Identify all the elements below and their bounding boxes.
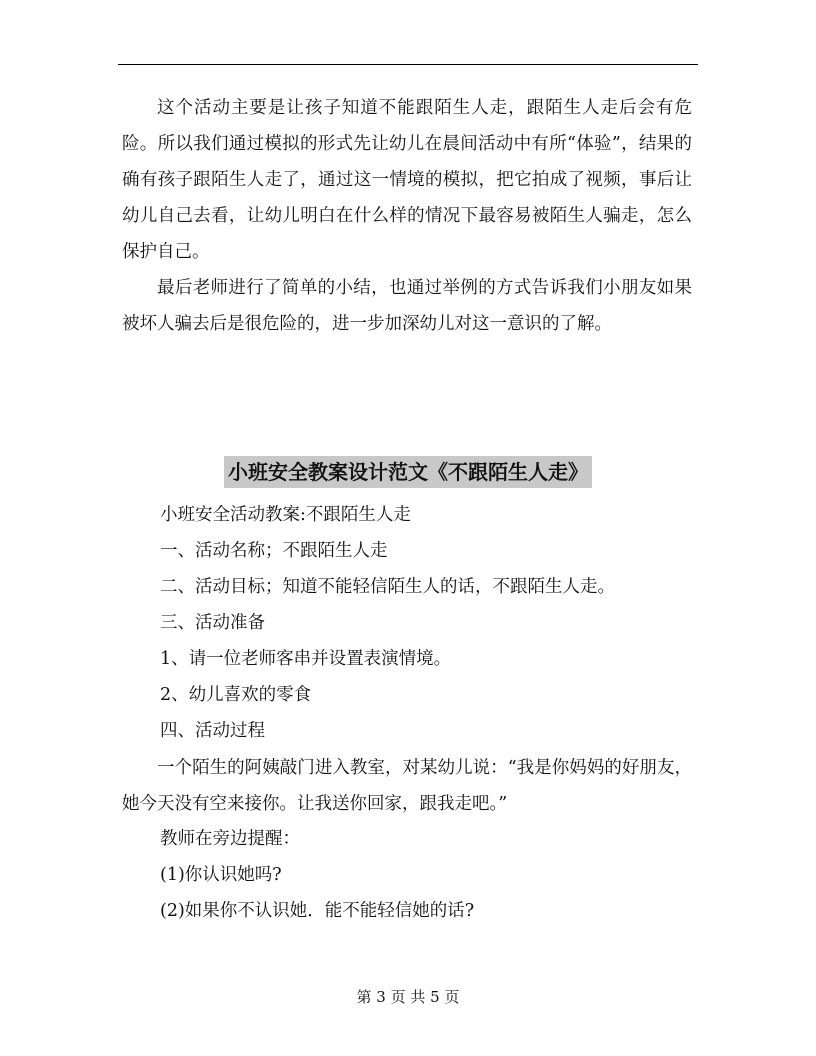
activity-goal-item: 二、活动目标；知道不能轻信陌生人的话，不跟陌生人走。 (160, 577, 615, 597)
activity-name-item: 一、活动名称；不跟陌生人走 (160, 541, 388, 561)
question-2: (2)如果你不认识她．能不能轻信她的话? (160, 901, 475, 921)
section-heading-wrapper (0, 456, 816, 488)
intro-paragraph-2: 最后老师进行了简单的小结，也通过举例的方式告诉我们小朋友如果被坏人骗去后是很危险的，进一步加深幼儿对这一意识的了解。 (122, 278, 692, 334)
intro-paragraph-1: 这个活动主要是让孩子知道不能跟陌生人走，跟陌生人走后会有危险。所以我们通过模拟的形式先让幼儿在晨间活动中有所“体验”，结果的确有孩子跟陌生人走了，通过这一情境的模拟，把它拍成了视频，事后让幼儿自己去看，让幼儿明白在什么样的情况下最容易被陌生人骗走，怎么保护自己。 (122, 98, 692, 262)
prep-step-2: 2、幼儿喜欢的零食 (160, 685, 312, 705)
header-rule (118, 64, 698, 65)
lesson-subtitle: 小班安全活动教案:不跟陌生人走 (160, 505, 411, 525)
question-1: (1)你认识她吗? (160, 865, 282, 885)
section-heading: 小班安全教案设计范文《不跟陌生人走》 (224, 456, 592, 488)
process-paragraph: 一个陌生的阿姨敲门进入教室，对某幼儿说：“我是你妈妈的好朋友，她今天没有空来接你。让我送你回家，跟我走吧。” (122, 758, 692, 814)
activity-prep-item: 三、活动准备 (160, 613, 265, 633)
teacher-prompt: 教师在旁边提醒： (160, 829, 300, 849)
activity-process-item: 四、活动过程 (160, 721, 265, 741)
page-indicator: 第 3 页 共 5 页 (356, 988, 460, 1006)
prep-step-1: 1、请一位老师客串并设置表演情境。 (160, 649, 452, 669)
